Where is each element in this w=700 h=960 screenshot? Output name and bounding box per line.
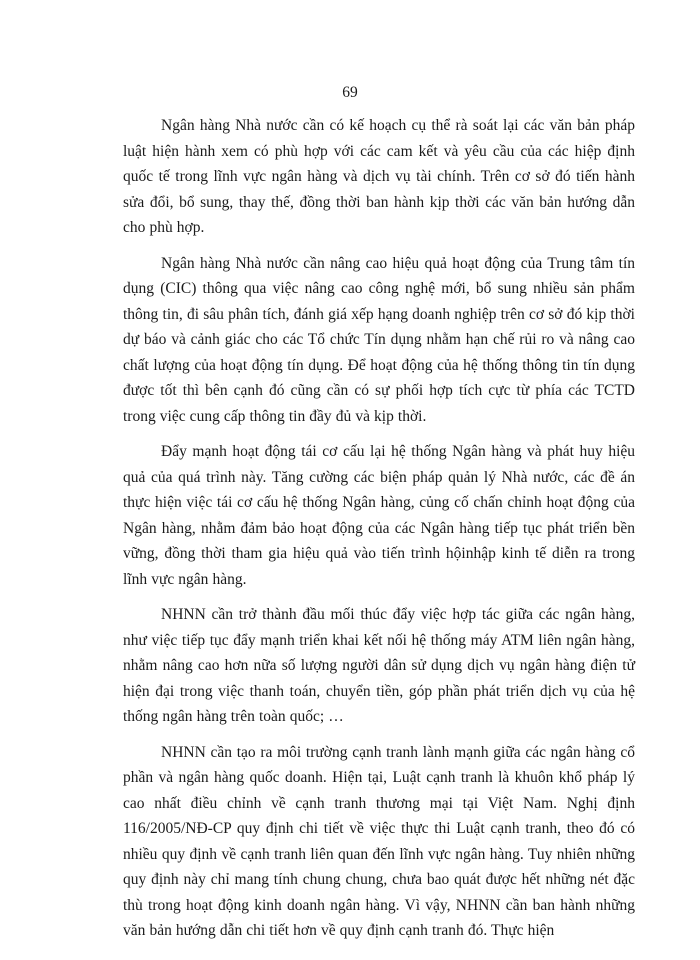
paragraph-interbank-cooperation: NHNN cần trở thành đầu mối thúc đẩy việc hợp tác giữa các ngân hàng, như việc tiếp tục đẩy mạnh triển khai kết nối hệ thống máy ATM liên ngân hàng, nhằm nâng cao hơn nữa số lượng người dân sử dụng dịch vụ ngân hàng điện tử hiện đại trong việc thanh toán, chuyển tiền, góp phần phát triển dịch vụ của hệ thống ngân hàng trên toàn quốc; … [123,606,635,725]
paragraph-legal-review: Ngân hàng Nhà nước cần có kế hoạch cụ thể rà soát lại các văn bản pháp luật hiện hành xem có phù hợp với các cam kết và yêu cầu của các hiệp định quốc tế trong lĩnh vực ngân hàng và dịch vụ tài chính. Trên cơ sở đó tiến hành sửa đổi, bổ sung, thay thế, đồng thời ban hành kịp thời các văn bản hướng dẫn cho phù hợp. [123,117,635,236]
paragraph-restructuring: Đẩy mạnh hoạt động tái cơ cấu lại hệ thống Ngân hàng và phát huy hiệu quả của quá trình này. Tăng cường các biện pháp quản lý Nhà nước, các đề án thực hiện việc tái cơ cấu hệ thống Ngân hàng, củng cố chấn chỉnh hoạt động của Ngân hàng, nhằm đảm bảo hoạt động của các Ngân hàng tiếp tục phát triển bền vững, đồng thời tham gia hiệu quả vào tiến trình hộinhập kinh tế diễn ra trong lĩnh vực ngân hàng. [123,443,635,588]
paragraph-competition: NHNN cần tạo ra môi trường cạnh tranh lành mạnh giữa các ngân hàng cổ phần và ngân hàng quốc doanh. Hiện tại, Luật cạnh tranh là khuôn khổ pháp lý cao nhất điều chỉnh về cạnh tranh thương mại tại Việt Nam. Nghị định 116/2005/NĐ-CP quy định chi tiết về việc thực thi Luật cạnh tranh, theo đó có nhiều quy định về cạnh tranh liên quan đến lĩnh vực ngân hàng. Tuy nhiên những quy định này chỉ mang tính chung chung, chưa bao quát được hết những nét đặc thù trong hoạt động kinh doanh ngân hàng. Vì vậy, NHNN cần ban hành những văn bản hướng dẫn chi tiết hơn về quy định cạnh tranh đó. Thực hiện [123,743,635,939]
paragraph-cic-efficiency: Ngân hàng Nhà nước cần nâng cao hiệu quả hoạt động của Trung tâm tín dụng (CIC) thông qua việc nâng cao công nghệ mới, bổ sung nhiều sản phẩm thông tin, đi sâu phân tích, đánh giá xếp hạng doanh nghiệp trên cơ sở đó kịp thời dự báo và cảnh giác cho các Tổ chức Tín dụng nhằm hạn chế rủi ro và nâng cao chất lượng của hoạt động tín dụng. Để hoạt động của hệ thống thông tin tín dụng được tốt thì bên cạnh đó cũng cần có sự phối hợp tích cực từ phía các TCTD trong việc cung cấp thông tin đầy đủ và kịp thời. [123,254,635,425]
page-number: 69 [342,84,358,101]
document-body [123,113,635,954]
